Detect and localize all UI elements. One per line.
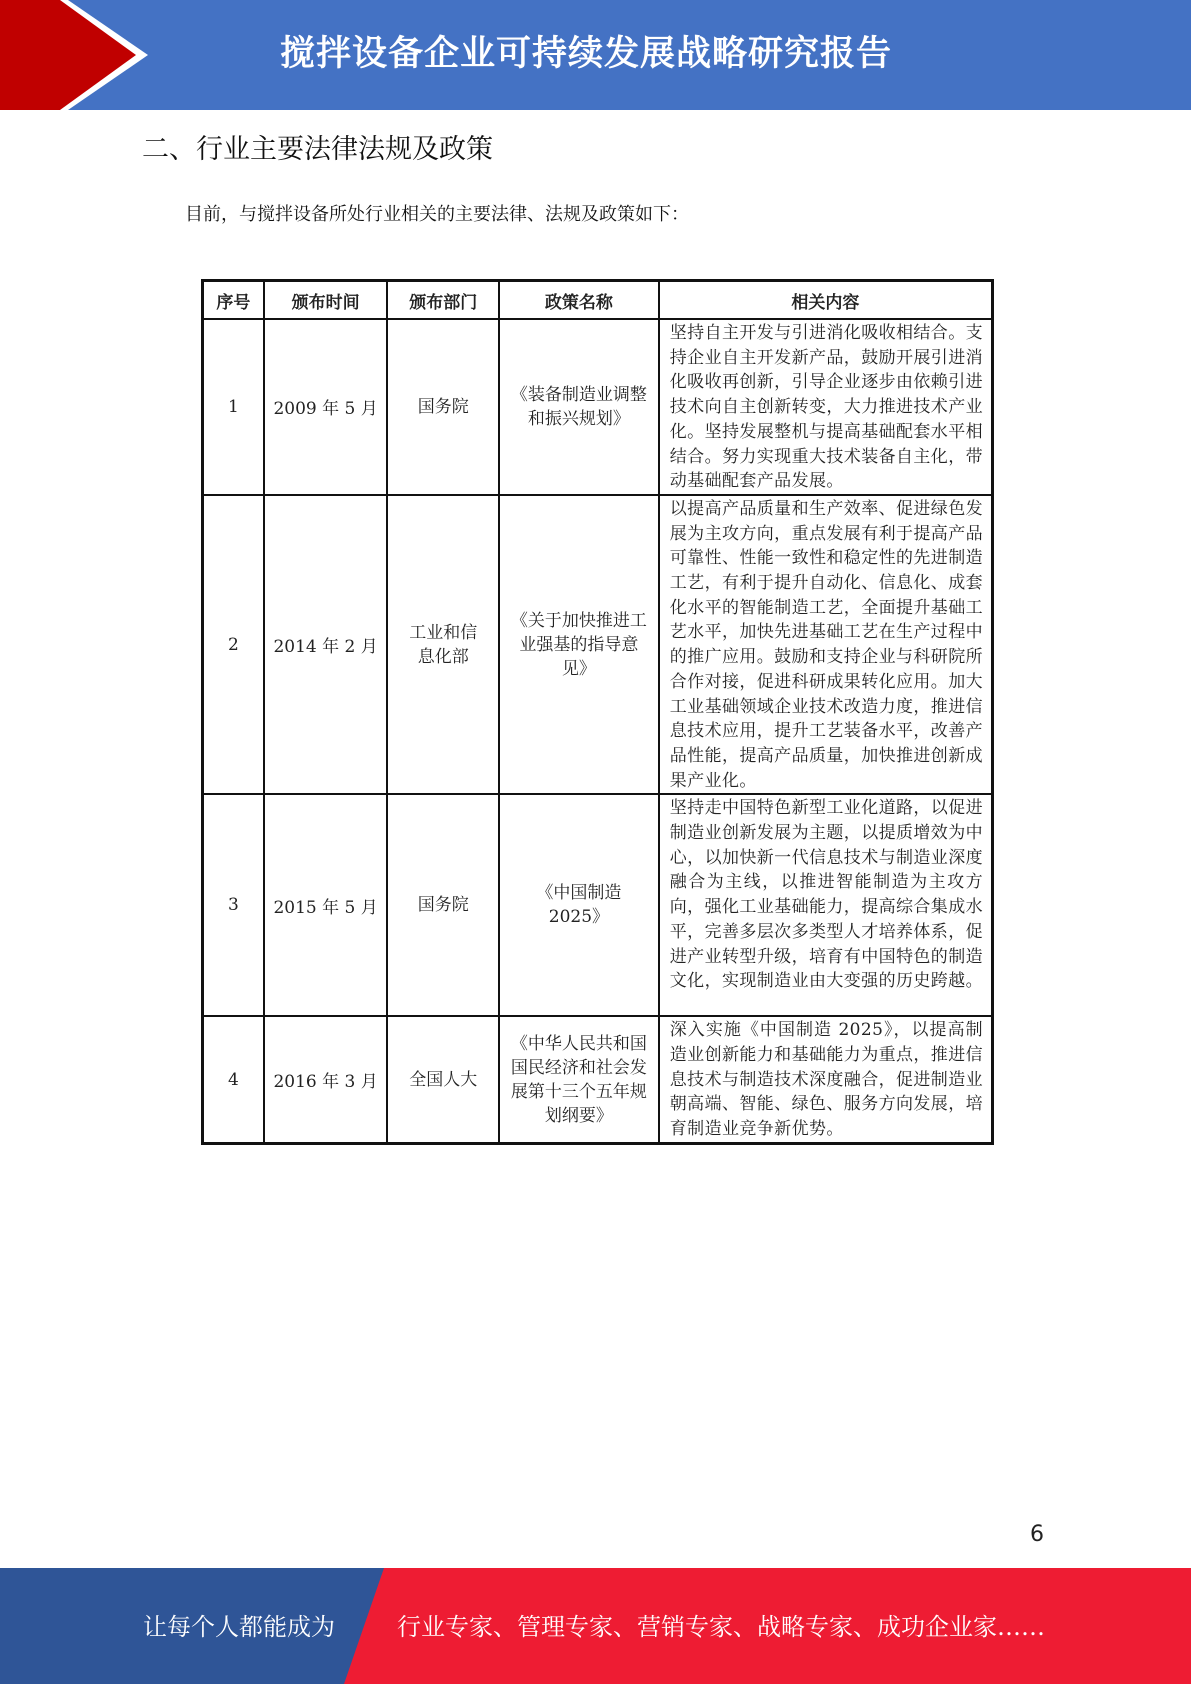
cell-dept: 国务院 — [387, 319, 499, 495]
header-dept: 颁布部门 — [387, 281, 499, 320]
cell-dept: 国务院 — [387, 794, 499, 1016]
table-row — [203, 319, 993, 495]
section-heading: 二、行业主要法律法规及政策 — [142, 134, 493, 165]
cell-policy-name: 《中华人民共和国国民经济和社会发展第十三个五年规划纲要》 — [499, 1016, 659, 1143]
cell-content: 以提高产品质量和生产效率、促进绿色发展为主攻方向，重点发展有利于提高产品可靠性、性能一致性和稳定性的先进制造工艺，有利于提升自动化、信息化、成套化水平的智能制造工艺，全面提升基础工艺水平，加快先进基础工艺在生产过程中的推广应用。鼓励和支持企业与科研院所合作对接，促进科研成果转化应用。加大工业基础领域企业技术改造力度，推进信息技术应用，提升工艺装备水平，改善产品性能，提高产品质量，加快推进创新成果产业化。 — [659, 495, 993, 794]
cell-date: 2015 年 5 月 — [264, 794, 388, 1016]
cell-content: 深入实施《中国制造 2025》，以提高制造业创新能力和基础能力为重点，推进信息技术与制造技术深度融合，促进制造业朝高端、智能、绿色、服务方向发展，培育制造业竞争新优势。 — [659, 1016, 993, 1143]
cell-no: 3 — [203, 794, 264, 1016]
cell-dept: 工业和信息化部 — [387, 495, 499, 794]
document-title: 搅拌设备企业可持续发展战略研究报告 — [280, 34, 893, 74]
cell-dept: 全国人大 — [387, 1016, 499, 1143]
header-name: 政策名称 — [499, 281, 659, 320]
header-no: 序号 — [203, 281, 264, 320]
cell-policy-name: 《关于加快推进工业强基的指导意见》 — [499, 495, 659, 794]
cell-date: 2009 年 5 月 — [264, 319, 388, 495]
policy-table — [201, 279, 994, 1145]
cell-date: 2014 年 2 月 — [264, 495, 388, 794]
cell-policy-name: 《中国制造 2025》 — [499, 794, 659, 1016]
cell-policy-name: 《装备制造业调整和振兴规划》 — [499, 319, 659, 495]
cell-no: 1 — [203, 319, 264, 495]
header-content: 相关内容 — [659, 281, 993, 320]
page-number: 6 — [1030, 1522, 1044, 1547]
table-header-row — [203, 281, 993, 320]
header-arrow-decoration — [0, 0, 160, 110]
header-date: 颁布时间 — [264, 281, 388, 320]
cell-no: 4 — [203, 1016, 264, 1143]
cell-content: 坚持自主开发与引进消化吸收相结合。支持企业自主开发新产品，鼓励开展引进消化吸收再创新，引导企业逐步由依赖引进技术向自主创新转变，大力推进技术产业化。坚持发展整机与提高基础配套水平相结合。努力实现重大技术装备自主化，带动基础配套产品发展。 — [659, 319, 993, 495]
intro-paragraph: 目前，与搅拌设备所处行业相关的主要法律、法规及政策如下： — [185, 204, 689, 225]
footer-slogan-right: 行业专家、管理专家、营销专家、战略专家、成功企业家…… — [397, 1613, 1045, 1641]
cell-date: 2016 年 3 月 — [264, 1016, 388, 1143]
table-row — [203, 495, 993, 794]
table-row — [203, 794, 993, 1016]
table-row — [203, 1016, 993, 1143]
cell-content: 坚持走中国特色新型工业化道路，以促进制造业创新发展为主题，以提质增效为中心，以加快新一代信息技术与制造业深度融合为主线，以推进智能制造为主攻方向，强化工业基础能力，提高综合集成水平，完善多层次多类型人才培养体系，促进产业转型升级，培育有中国特色的制造文化，实现制造业由大变强的历史跨越。 — [659, 794, 993, 1016]
footer-slogan-left: 让每个人都能成为 — [143, 1613, 335, 1641]
cell-no: 2 — [203, 495, 264, 794]
footer-banner — [0, 1568, 1191, 1684]
header-banner — [0, 0, 1191, 110]
